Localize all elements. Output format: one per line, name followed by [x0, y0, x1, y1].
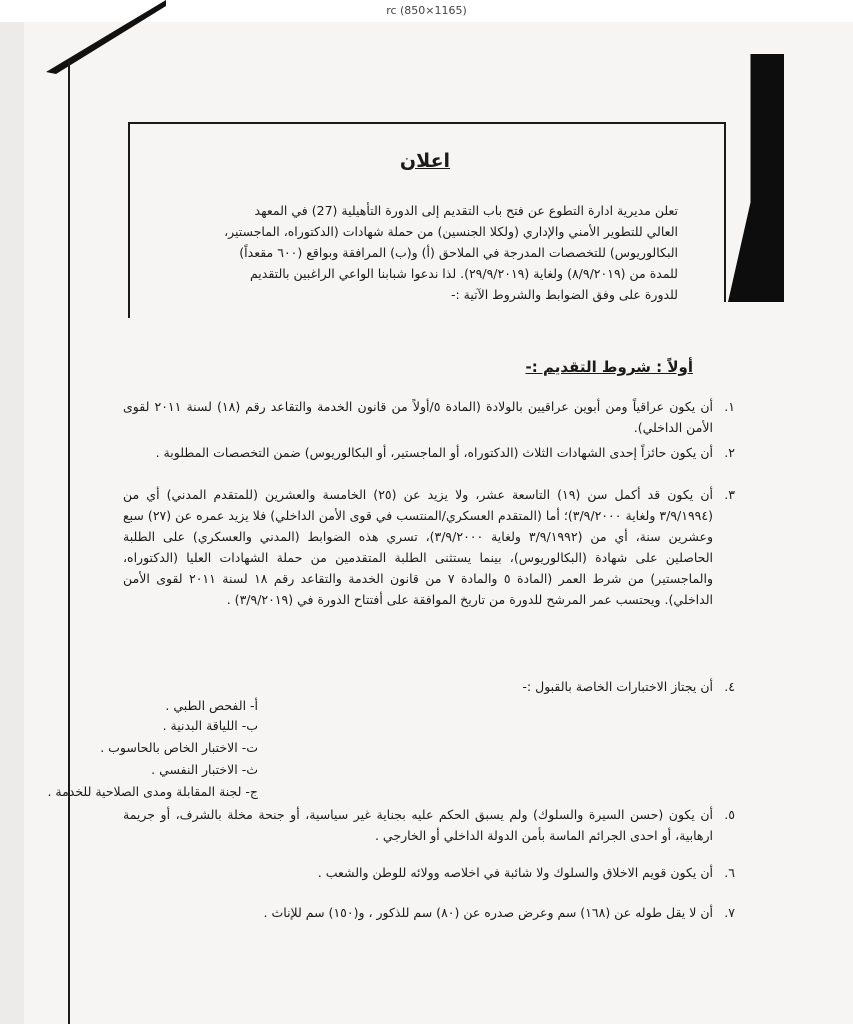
item-text: أن يكون قد أكمل سن (١٩) التاسعة عشر، ولا يزيد عن (٢٥) الخامسة والعشرين (للمتقدم المدني) أي من (٣/٩/١٩٩٤ ولغاية ٣/٩/٢٠٠٠)؛ أما (المتقدم العسكري/المنتسب في قوى الأمن الداخلي) فلا يزيد عمره عن (٢٧) سبع وعشرين سنة، أي من (٣/٩/١٩٩٢ ولغاية ٣/٩/٢٠٠٠)، تسري هذه الضوابط (المدني والعسكري) على الطلبة الحاصلين على شهادة (البكالوريوس)، بينما يستثنى الطلبة المتقدمين من حملة الشهادات العليا (الدكتوراه، والماجستير) من شرط العمر (المادة ٥ والمادة ٧ من قانون الخدمة والتقاعد رقم ١٨ لسنة ٢٠١١ لقوى الأمن الداخلي). ويحتسب عمر المرشح للدورة من تاريخ الموافقة على أفتتاح الدورة في (٣/٩/٢٠١٩) .	[123, 487, 714, 607]
item-number: ٥.	[724, 807, 735, 822]
condition-item-3	[123, 484, 735, 610]
item-number: ٢.	[724, 445, 735, 460]
item-text: أن يكون حائزاً إحدى الشهادات الثلاث (الدكتوراه، أو الماجستير، أو البكالوريوس) ضمن التخصصات المطلوبة .	[155, 445, 713, 460]
item-number: ٧.	[724, 905, 735, 920]
page-title: اعلان	[399, 150, 451, 172]
item-text: أن لا يقل طوله عن (١٦٨) سم وعرض صدره عن (٨٠) سم للذكور ، و(١٥٠) سم للإناث .	[263, 905, 713, 920]
intro-paragraph	[153, 200, 678, 305]
condition-item-4	[123, 676, 735, 697]
condition-item-6	[123, 862, 735, 883]
item-number: ٦.	[724, 865, 735, 880]
condition-item-2	[123, 442, 735, 463]
intro-line: للمدة من (٨/٩/٢٠١٩) ولغاية (٢٩/٩/٢٠١٩). لذا ندعوا شبابنا الواعي الراغبين بالتقديم	[249, 266, 678, 281]
image-caption: rc (850×1165)	[386, 4, 467, 17]
section-heading: أولاً : شروط التقديم :-	[525, 358, 693, 376]
item-text: أن يكون (حسن السيرة والسلوك) ولم يسبق الحكم عليه بجناية غير سياسية، أو جنحة مخلة بالشرف، أو جريمة ارهابية، أو احدى الجرائم الماسة بأمن الدولة الداخلي أو الخارجي .	[123, 807, 713, 843]
item-number: ١.	[724, 399, 735, 414]
intro-line: تعلن مديرية ادارة التطوع عن فتح باب التقديم إلى الدورة التأهيلية (27) في المعهد	[254, 203, 678, 218]
sub-item-d: ث- الاختبار النفسي .	[151, 762, 258, 777]
intro-line: العالي للتطوير الأمني والإداري (ولكلا الجنسين) من حملة شهادات (الدكتوراه، الماجستير،	[224, 224, 678, 239]
sub-item-a: أ- الفحص الطبي .	[165, 698, 258, 713]
item-number: ٣.	[724, 487, 735, 502]
intro-line: للدورة على وفق الضوابط والشروط الآتية :-	[450, 287, 678, 302]
item-text: أن يكون عراقياً ومن أبوين عراقيين بالولادة (المادة ٥/أولاً من قانون الخدمة والتقاعد رقم (١٨) لسنة ٢٠١١ لقوى الأمن الداخلي).	[123, 399, 713, 435]
item-text: أن يكون قويم الاخلاق والسلوك ولا شائبة في اخلاصه وولائه للوطن والشعب .	[317, 865, 713, 880]
condition-item-5	[123, 804, 735, 846]
sub-item-b: ب- اللياقة البدنية .	[162, 718, 258, 733]
condition-item-1	[123, 396, 735, 438]
sub-item-e: ج- لجنة المقابلة ومدى الصلاحية للخدمة .	[47, 784, 258, 799]
intro-line: البكالوريوس) للتخصصات المدرجة في الملاحق (أ) و(ب) المرافقة وبواقع (٦٠٠ مقعداً)	[239, 245, 678, 260]
sub-item-c: ت- الاختبار الخاص بالحاسوب .	[100, 740, 258, 755]
item-number: ٤.	[724, 679, 735, 694]
condition-item-7	[123, 902, 735, 923]
item-text: أن يجتاز الاختبارات الخاصة بالقبول :-	[522, 679, 713, 694]
